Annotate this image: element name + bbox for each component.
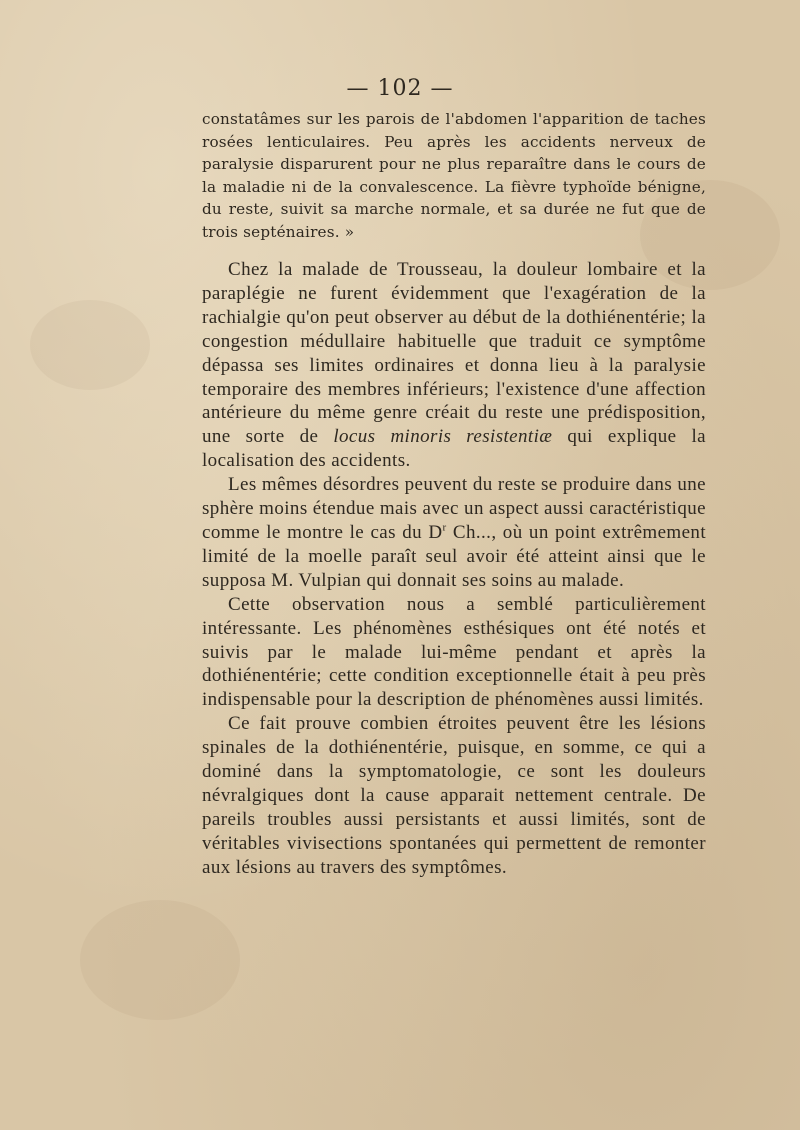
body-text [202,258,706,880]
paragraph-1-end: qui explique la localisation des accidents. [202,426,706,472]
paper-stain [80,900,240,1020]
latin-phrase: locus minoris resistentiæ [333,426,553,448]
paragraph-2 [202,473,706,593]
paper-stain [30,300,150,390]
paragraph-1 [202,258,706,473]
paragraph-2-text: Les mêmes désordres peuvent du reste se produire dans une sphère moins étendue mais avec un aspect aussi caractéristique comme le montre le cas du D [202,474,706,543]
superscript: r [442,521,447,534]
paragraph-3: Cette observation nous a semblé particulièrement intéressante. Les phénomènes esthésiques ont été notés et suivis par le malade lui-même pendant et après la dothiénentérie; cette condition exceptionnelle était à peu près indispensable pour la description de phénomènes aussi limités. [202,593,706,711]
quote-block [202,108,706,244]
page-number: — 102 — [346,76,454,101]
paragraph-4: Ce fait prouve combien étroites peuvent être les lésions spinales de la dothiénentérie, puisque, en somme, ce qui a dominé dans la symptomatologie, ce sont les douleurs névralgiques dont la cause apparait nettement centrale. De pareils troubles aussi persistants et aussi limités, sont de véritables vivisections spontanées qui permettent de remonter aux lésions au travers des symptômes. [202,713,706,878]
quote-paragraph: constatâmes sur les parois de l'abdomen l'apparition de taches rosées lenticulaires. Peu après les accidents nerveux de paralysie disparurent pour ne plus reparaître dans le cours de la maladie ni de la convalescence. La fièvre typhoïde bénigne, du reste, suivit sa marche normale, et sa durée ne fut que de trois septénaires. » [202,110,706,241]
paragraph-2-end: Ch..., où un point extrêmement limité de la moelle paraît seul avoir été atteint ainsi que le supposa M. Vulpian qui donnait ses soins au malade. [202,521,707,591]
paragraph-1-text: Chez la malade de Trousseau, la douleur lombaire et la paraplégie ne furent évidemment que l'exagération de la rachialgie qu'on peut observer au début de la dothiénentérie; la congestion médullaire habituelle que traduit ce symptôme dépassa ses limites ordinaires et donna lieu à la paralysie temporaire des membres inférieurs; l'existence d'une affection antérieure du même genre créait du reste une prédisposition, une sorte de [202,259,706,448]
